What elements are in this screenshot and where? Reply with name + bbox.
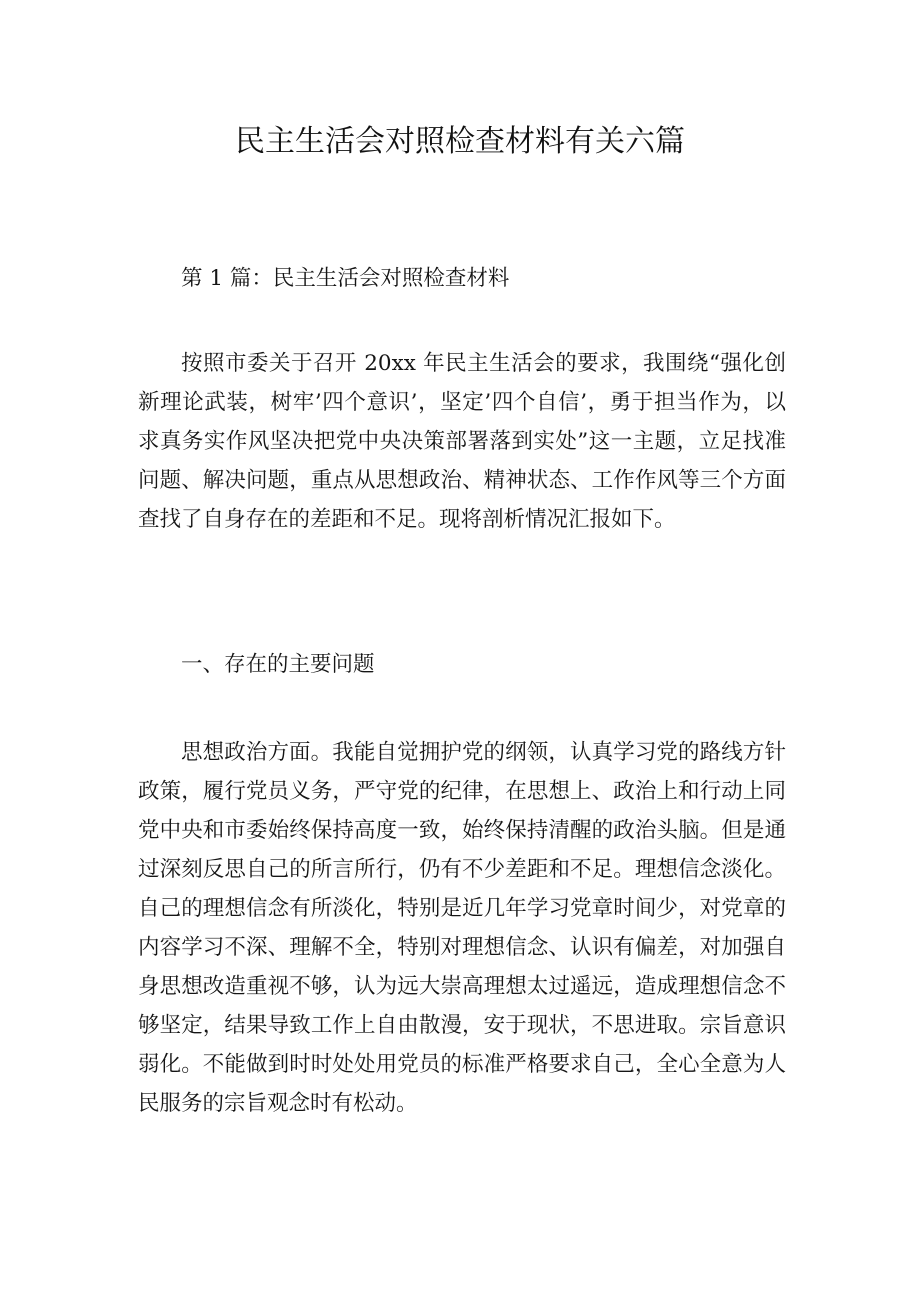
section-heading: 第 1 篇：民主生活会对照检查材料 xyxy=(181,266,510,291)
problems-heading: 一、存在的主要问题 xyxy=(181,652,375,677)
document-title: 民主生活会对照检查材料有关六篇 xyxy=(235,124,685,159)
political-paragraph: 思想政治方面。我能自觉拥护党的纲领，认真学习党的路线方针政策，履行党员义务，严守党的纪律，在思想上、政治上和行动上同党中央和市委始终保持高度一致，始终保持清醒的政治头脑。但是通过深刻反思自己的所言所行，仍有不少差距和不足。理想信念淡化。自己的理想信念有所淡化，特别是近几年学习党章时间少，对党章的内容学习不深、理解不全，特别对理想信念、认识有偏差，对加强自身思想改造重视不够，认为远大崇高理想太过遥远，造成理想信念不够坚定，结果导致工作上自由散漫，安于现状，不思进取。宗旨意识弱化。不能做到时时处处用党员的标准严格要求自己，全心全意为人民服务的宗旨观念时有松动。 xyxy=(138,740,786,1116)
intro-paragraph: 按照市委关于召开 20xx 年民主生活会的要求，我围绕“强化创新理论武装，树牢’四个意识’，坚定’四个自信’，勇于担当作为，以求真务实作风坚决把党中央决策部署落到实处”这一主题，立足找准问题、解决问题，重点从思想政治、精神状态、工作作风等三个方面查找了自身存在的差距和不足。现将剖析情况汇报如下。 xyxy=(138,351,786,532)
